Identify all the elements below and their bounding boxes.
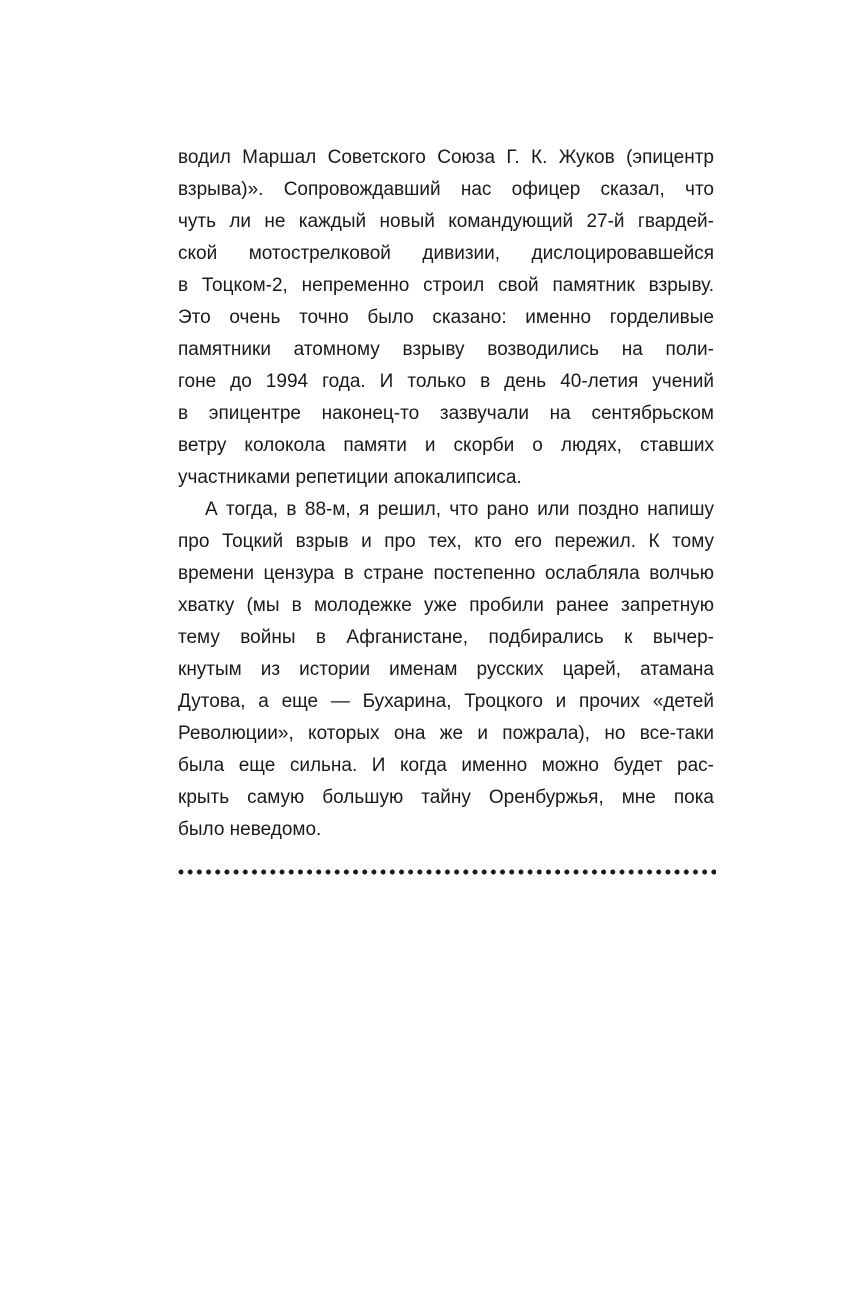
paragraph-1 [178, 142, 714, 494]
text-line: крыть самую большую тайну Оренбуржья, мне пока [178, 787, 714, 808]
text-line: тему войны в Афганистане, подбирались к вычер- [178, 627, 714, 648]
text-line: чуть ли не каждый новый командующий 27-й гвардей- [178, 211, 714, 232]
text-line: в Тоцком-2, непременно строил свой памятник взрыву. [178, 275, 714, 296]
text-line: времени цензура в стране постепенно ослабляла волчью [178, 563, 714, 584]
text-line: водил Маршал Советского Союза Г. К. Жуков (эпицентр [178, 147, 714, 168]
text-line: Дутова, а еще — Бухарина, Троцкого и прочих «детей [178, 691, 714, 712]
text-line: была еще сильна. И когда именно можно будет рас- [178, 755, 714, 776]
text-line: А тогда, в 88-м, я решил, что рано или поздно напишу [205, 499, 714, 520]
text-line: участниками репетиции апокалипсиса. [178, 467, 522, 488]
text-line: про Тоцкий взрыв и про тех, кто его пережил. К тому [178, 531, 714, 552]
dotted-separator [178, 869, 716, 875]
text-line: гоне до 1994 года. И только в день 40-летия учений [178, 371, 714, 392]
text-line: ской мотострелковой дивизии, дислоцировавшейся [178, 243, 714, 264]
text-line: в эпицентре наконец-то зазвучали на сентябрьском [178, 403, 714, 424]
text-line: было неведомо. [178, 819, 322, 840]
body-text [178, 142, 714, 846]
text-line: памятники атомному взрыву возводились на поли- [178, 339, 714, 360]
paragraph-2 [178, 494, 714, 846]
text-line: Революции», которых она же и пожрала), но все-таки [178, 723, 714, 744]
text-line: кнутым из истории именам русских царей, атамана [178, 659, 714, 680]
text-line: Это очень точно было сказано: именно горделивые [178, 307, 714, 328]
text-line: ветру колокола памяти и скорби о людях, ставших [178, 435, 714, 456]
text-line: хватку (мы в молодежке уже пробили ранее запретную [178, 595, 714, 616]
text-line: взрыва)». Сопровождавший нас офицер сказал, что [178, 179, 714, 200]
